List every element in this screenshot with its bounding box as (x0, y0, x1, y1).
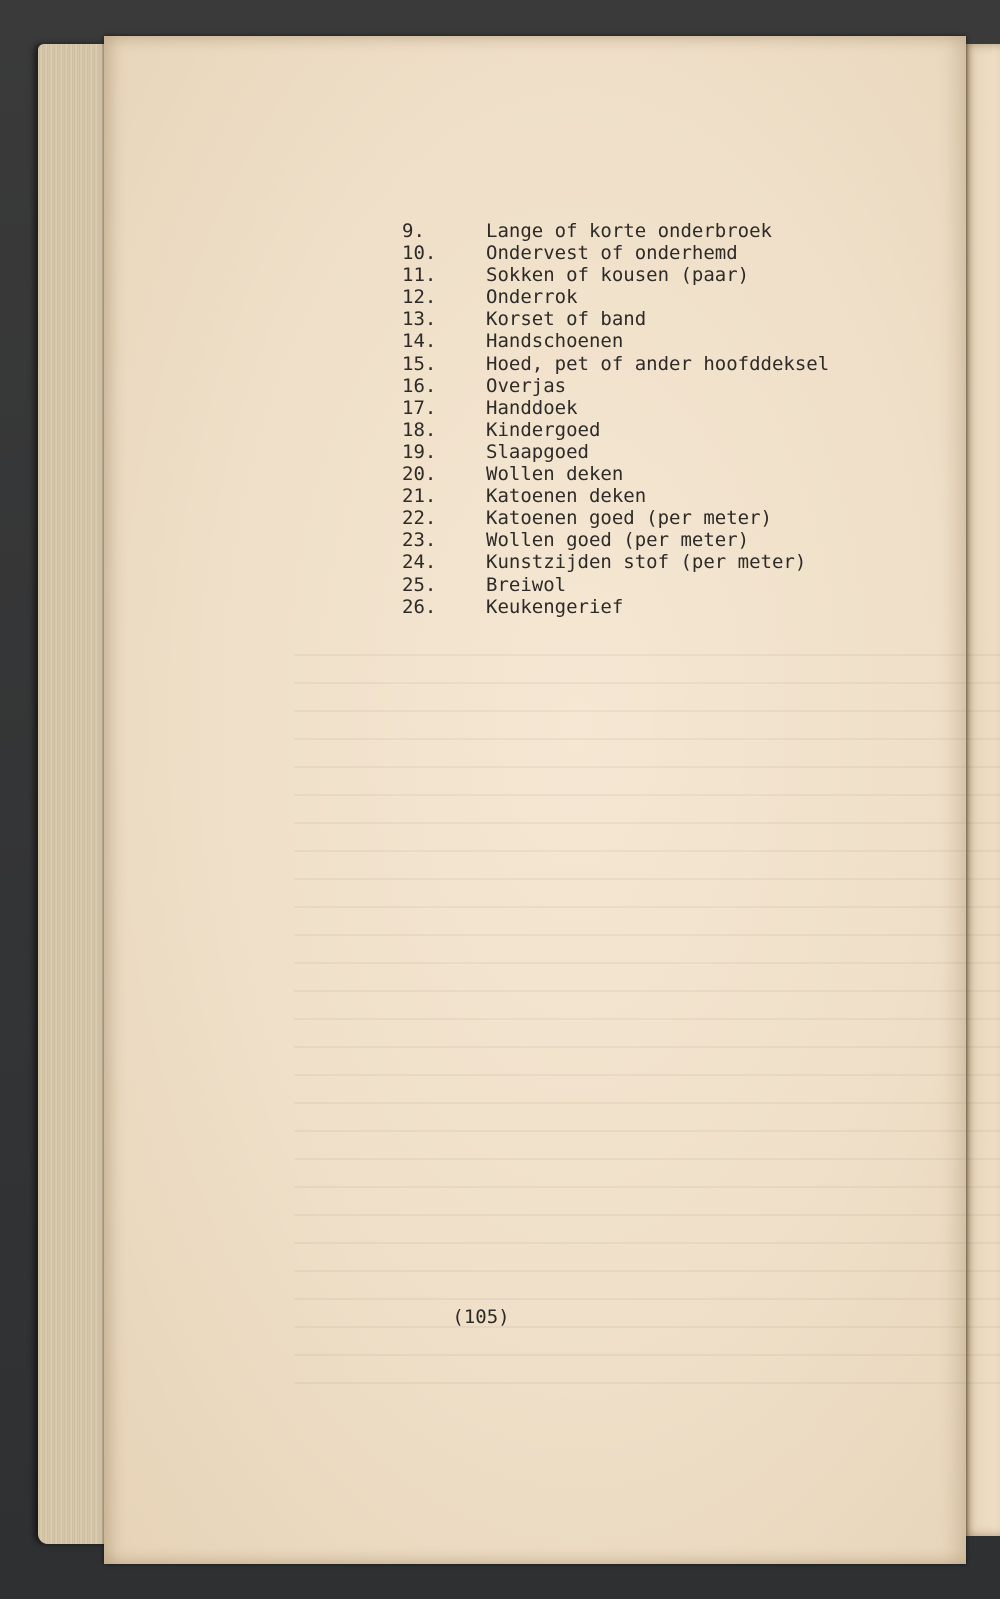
item-number: 16. (402, 374, 437, 397)
item-number: 11. (402, 264, 437, 287)
list-item (402, 330, 829, 352)
item-number: 13. (402, 308, 437, 331)
item-number: 14. (402, 330, 437, 353)
item-label: Lange of korte onderbroek (486, 220, 772, 242)
item-number: 9. (402, 220, 425, 242)
item-label: Katoenen goed (per meter) (486, 507, 772, 530)
item-number: 18. (402, 418, 437, 441)
item-number: 19. (402, 440, 437, 463)
item-label: Breiwol (486, 573, 567, 596)
item-number: 20. (402, 463, 437, 486)
item-number: 24. (402, 551, 437, 574)
list-item (402, 308, 829, 330)
list-item (402, 353, 829, 375)
list-item (402, 463, 829, 485)
item-label: Slaapgoed (486, 440, 589, 463)
item-label: Katoenen deken (486, 485, 647, 508)
list-item (402, 551, 829, 573)
book-page (104, 36, 966, 1564)
book-page-edges (38, 44, 110, 1544)
list-item (402, 375, 829, 397)
item-label: Overjas (486, 374, 567, 397)
item-label: Handschoenen (486, 330, 624, 353)
list-item (402, 419, 829, 441)
item-label: Kindergoed (486, 418, 601, 441)
page-number (104, 1306, 966, 1328)
list-item (402, 242, 829, 264)
list-item (402, 529, 829, 551)
item-label: Korset of band (486, 308, 647, 331)
item-number: 15. (402, 352, 437, 375)
list-item (402, 441, 829, 463)
item-number: 10. (402, 242, 437, 265)
page-number-text: (105) (452, 1306, 510, 1328)
item-label: Onderrok (486, 286, 578, 309)
item-number: 21. (402, 485, 437, 508)
item-label: Keukengerief (486, 595, 624, 618)
list-item (402, 485, 829, 507)
list-item (402, 397, 829, 419)
item-number: 12. (402, 286, 437, 309)
item-label: Hoed, pet of ander hoofddeksel (486, 352, 830, 375)
item-number: 17. (402, 396, 437, 419)
item-label: Wollen goed (per meter) (486, 529, 750, 552)
show-through-text (294, 636, 1000, 1396)
list-item (402, 596, 829, 618)
item-label: Kunstzijden stof (per meter) (486, 551, 807, 574)
item-label: Sokken of kousen (paar) (486, 264, 750, 287)
item-number: 22. (402, 507, 437, 530)
list-item (402, 286, 829, 308)
list-item (402, 220, 829, 242)
list-item (402, 264, 829, 286)
item-number: 23. (402, 529, 437, 552)
item-number: 26. (402, 595, 437, 618)
item-label: Wollen deken (486, 463, 624, 486)
item-number: 25. (402, 573, 437, 596)
item-label: Ondervest of onderhemd (486, 242, 738, 265)
list-item (402, 574, 829, 596)
list-item (402, 507, 829, 529)
item-label: Handdoek (486, 396, 578, 419)
clothing-item-list (402, 220, 829, 618)
